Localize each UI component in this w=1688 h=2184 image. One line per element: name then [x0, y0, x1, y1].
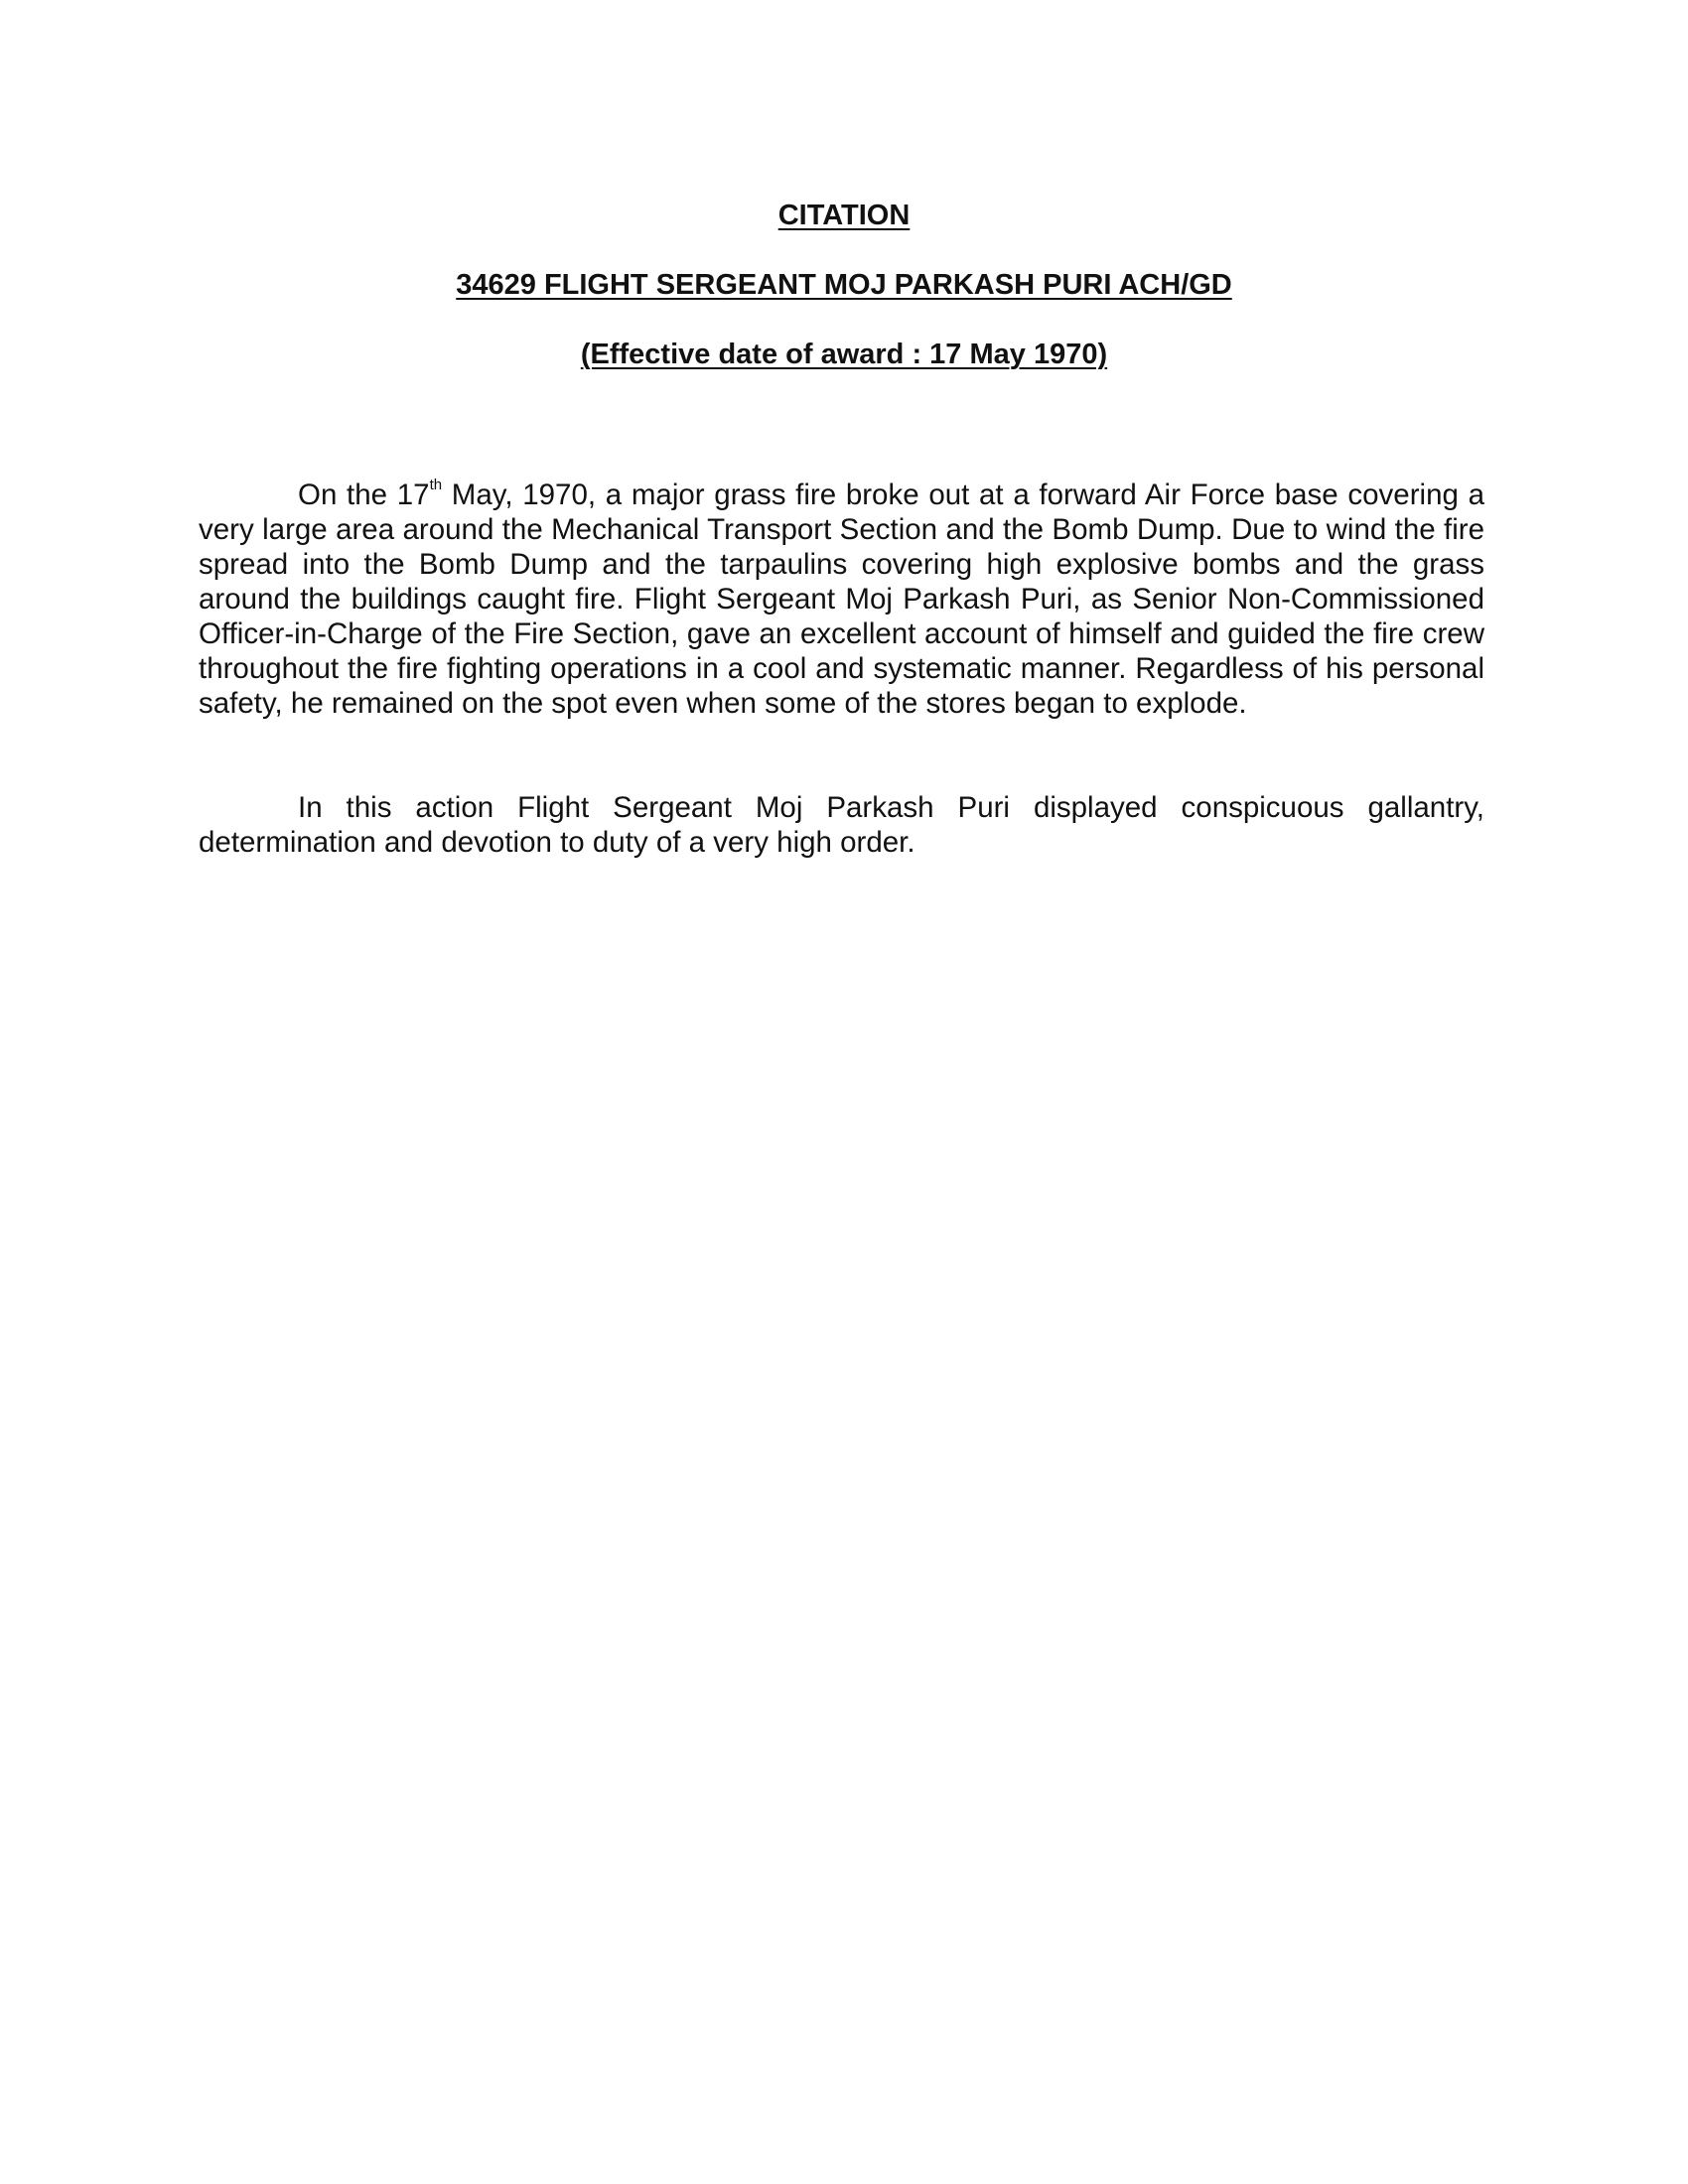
- citation-paragraph-2: [199, 790, 1484, 860]
- recipient-heading-text: 34629 FLIGHT SERGEANT MOJ PARKASH PURI ACH/GD: [456, 269, 1232, 301]
- citation-heading: [0, 199, 1688, 232]
- citation-heading-text: CITATION: [777, 200, 911, 231]
- paragraph-1-lead: On the 17: [298, 478, 430, 511]
- ordinal-superscript: th: [429, 477, 443, 494]
- citation-paragraph-1: [199, 478, 1484, 721]
- paragraph-2-text: In this action Flight Sergeant Moj Parkash Puri displayed conspicuous gallantry, determination and devotion to duty of a very high order.: [199, 791, 1484, 859]
- effective-date-text: (Effective date of award : 17 May 1970): [580, 339, 1108, 370]
- paragraph-1-rest: May, 1970, a major grass fire broke out at a forward Air Force base covering a very large area around the Mechanical Transport Section and the Bomb Dump. Due to wind the fire spread into the Bomb Dump and the tarpaulins covering high explosive bombs and the grass around the buildings caught fire. Flight Sergeant Moj Parkash Puri, as Senior Non-Commissioned Officer-in-Charge of the Fire Section, gave an excellent account of himself and guided the fire crew throughout the fire fighting operations in a cool and systematic manner. Regardless of his personal safety, he remained on the spot even when some of the stores began to explode.: [199, 478, 1484, 720]
- effective-date-heading: [0, 338, 1688, 371]
- recipient-heading: [0, 268, 1688, 302]
